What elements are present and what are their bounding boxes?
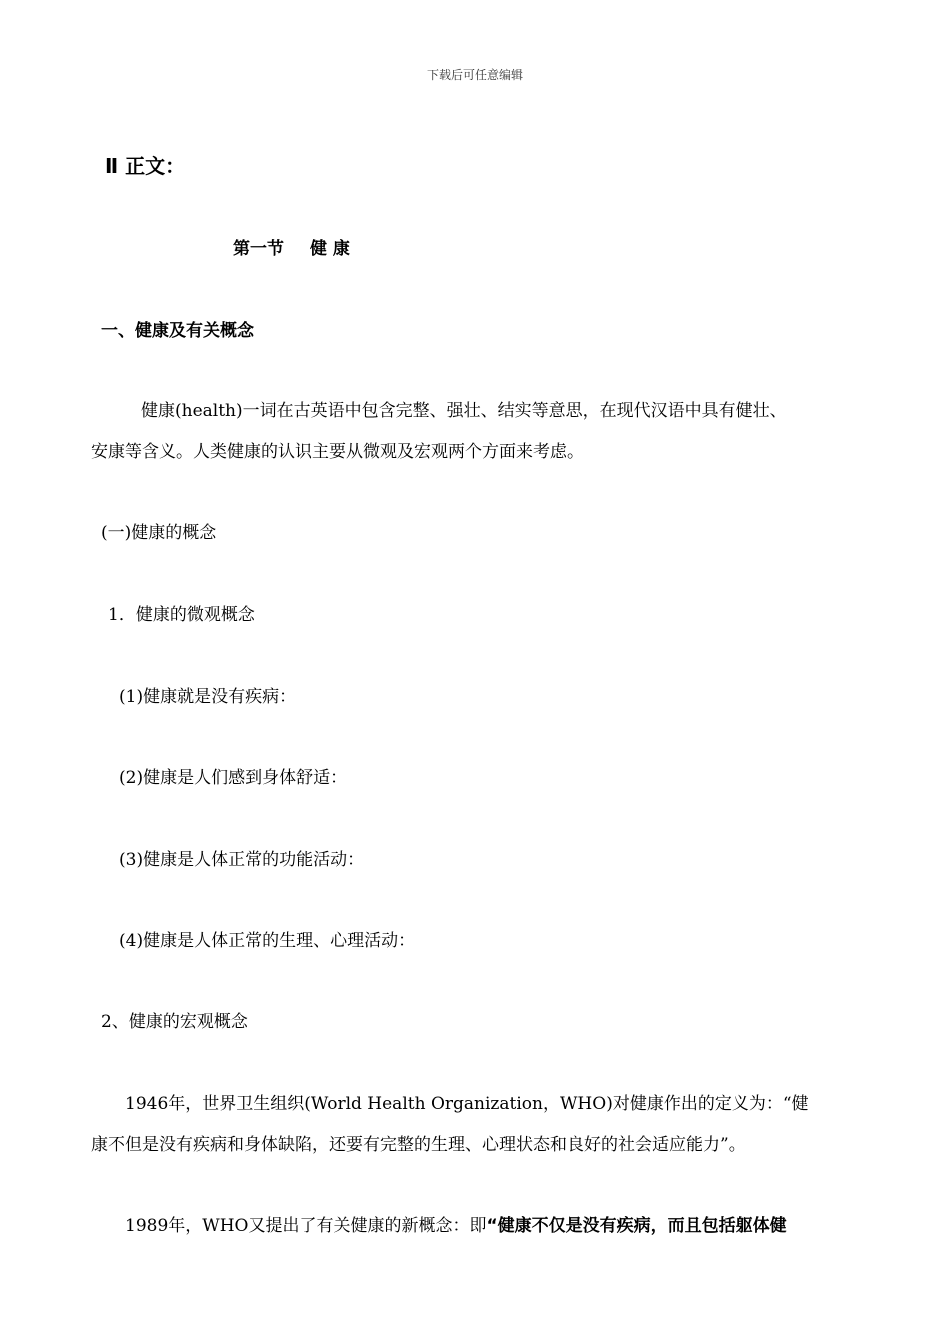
paragraph-2-line-2: 康不但是没有疾病和身体缺陷，还要有完整的生理、心理状态和良好的社会适应能力”。 — [91, 1135, 746, 1155]
subheading-concept: (一)健康的概念 — [101, 523, 217, 543]
section-number: 第一节 — [233, 239, 284, 259]
page-header-note: 下载后可任意编辑 — [426, 68, 523, 82]
heading-health-concepts: 一、健康及有关概念 — [101, 321, 254, 341]
paragraph-2-line-1: 1946年，世界卫生组织(World Health Organization，WHO)对健康作出的定义为：“健 — [125, 1094, 809, 1114]
paragraph-3-emphasis: “健康不仅是没有疾病，而且包括躯体健 — [486, 1216, 787, 1236]
subheading-micro-concept: 1．健康的微观概念 — [108, 605, 255, 625]
subheading-macro-concept: 2、健康的宏观概念 — [101, 1012, 248, 1032]
list-item: (3)健康是人体正常的功能活动： — [119, 850, 365, 870]
paragraph-1-line-1: 健康(health)一词在古英语中包含完整、强壮、结实等意思，在现代汉语中具有健壮、 — [141, 401, 787, 421]
list-item: (2)健康是人们感到身体舒适： — [119, 768, 348, 788]
list-item: (4)健康是人体正常的生理、心理活动： — [119, 931, 416, 951]
section-name: 健 康 — [310, 239, 350, 259]
paragraph-1-line-2: 安康等含义。人类健康的认识主要从微观及宏观两个方面来考虑。 — [91, 442, 584, 462]
paragraph-3-line-1 — [125, 1211, 787, 1236]
paragraph-3-text: 1989年，WHO又提出了有关健康的新概念：即 — [125, 1216, 487, 1236]
section-title — [233, 234, 350, 259]
part-title: Ⅱ 正文： — [105, 154, 186, 178]
list-item: (1)健康就是没有疾病： — [119, 687, 297, 707]
